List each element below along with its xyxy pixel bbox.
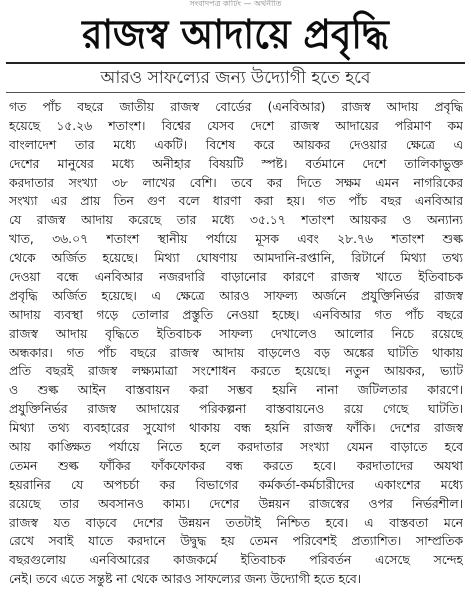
top-cropped-strip: সংবাদপত্র কাটিং — অর্থনীতি	[189, 0, 282, 8]
article-line: খাত, ৩৬.০৭ শতাংশ স্থানীয় পর্যায়ে মূসক এবং ২৮.৭৬ শতাংশ শুল্ক	[9, 232, 463, 247]
article-line: সংখ্যা এর প্রায় তিন গুণ বলে ধারণা করা হয়। গত পাঁচ বছর এনবিআর	[9, 194, 463, 209]
article-line: হয়েছে ১৫.২৬ শতাংশ। বিশ্বের যেসব দেশে রাজস্ব আদায়ের পরিমাণ কম	[9, 118, 463, 133]
subheadline-divider	[6, 92, 465, 93]
article-body	[9, 98, 463, 596]
article-line: বাংলাদেশ তার মধ্যে একটি। বিশেষ করে আয়কর দেওয়ার ক্ষেত্রে এ	[9, 137, 463, 152]
article-line: আদায় ব্যবস্থা গড়ে তোলার প্রস্তুতি নেওয়া হচ্ছে। এনবিআর গত পাঁচ বছরে	[9, 307, 463, 322]
article-line: রেখে সবাই যাতে করদানে উদ্বুদ্ধ হয় তেমন পরিবেশই প্রত্যাশিত। সাম্প্রতিক	[9, 534, 463, 549]
headline-divider	[6, 62, 465, 64]
article-line: রাজস্ব যত বাড়বে দেশের উন্নয়ন ততটাই নিশ্চিত হবে। এ বাস্তবতা মনে	[9, 515, 463, 530]
article-line: দেওয়া বন্ধে এনবিআর নজরদারি বাড়ানোর কারণে রাজস্ব খাতে ইতিবাচক	[9, 270, 463, 285]
article-line: গত পাঁচ বছরে জাতীয় রাজস্ব বোর্ডের (এনবিআর) রাজস্ব আদায় প্রবৃদ্ধি	[9, 100, 463, 114]
article-line: রয়েছে তার অবসানও কাম্য। দেশের উন্নয়ন রাজস্বের ওপর নির্ভরশীল।	[9, 496, 463, 511]
headline: রাজস্ব আদায়ে প্রবৃদ্ধি	[82, 12, 389, 58]
article-line: ও শুল্ক আইন বাস্তবায়ন করা সম্ভব হয়নি নানা জটিলতার কারণে।	[9, 383, 463, 398]
article-line: হয়রানির যে অপচর্চা কর বিভাগের কর্মকর্তা-কর্মচারীদের একাংশের মধ্যে	[9, 477, 463, 492]
article-line: আয় কাঙ্ক্ষিত পর্যায়ে নিতে হলে করদাতার সংখ্যা যেমন বাড়াতে হবে	[9, 440, 463, 455]
article-line: বছরগুলোয় এনবিআরের কাজকর্মে ইতিবাচক পরিবর্তন এসেছে সন্দেহ	[9, 553, 463, 568]
article-line: নেই। তবে এতে সন্তুষ্ট না থেকে আরও সাফল্যের জন্য উদ্যোগী হতে হবে।	[9, 572, 362, 587]
article-line: অন্ধকার। গত পাঁচ বছরে রাজস্ব আদায় বাড়লেও বড় অঙ্কের ঘাটতি থাকায়	[9, 345, 463, 360]
article-line: যে রাজস্ব আদায় করেছে তার মধ্যে ৩৫.১৭ শতাংশ আয়কর ও অন্যান্য	[9, 213, 463, 228]
article-line: প্রবৃদ্ধি অর্জিত হয়েছে। এ ক্ষেত্রে আরও সাফল্য অর্জনে প্রযুক্তিনির্ভর রাজস্ব	[9, 288, 463, 303]
article-line: করদাতার সংখ্যা ৩৮ লাখের বেশি। তবে কর দিতে সক্ষম এমন নাগরিকের	[9, 175, 463, 190]
subheadline: আরও সাফল্যের জন্য উদ্যোগী হতে হবে	[100, 68, 371, 88]
article-line: দেশের মানুষের মধ্যে অনীহার বিষয়টি স্পষ্ট। বর্তমানে দেশে তালিকাভুক্ত	[9, 156, 463, 171]
article-line: প্রযুক্তিনির্ভর রাজস্ব আদায়ের পরিকল্পনা বাস্তবায়নেও রয়ে গেছে ঘাটতি।	[9, 402, 463, 417]
article-line: মিথ্যা তথ্য ব্যবহারের সুযোগ থাকায় বন্ধ হয়নি রাজস্ব ফাঁকি। দেশের রাজস্ব	[9, 421, 463, 436]
article-line: প্রতি বছরই রাজস্ব লক্ষ্যমাত্রা সংশোধন করতে হয়েছে। নতুন আয়কর, ভ্যাট	[9, 364, 463, 379]
article-line: রাজস্ব আদায় বৃদ্ধিতে ইতিবাচক সাফল্য দেখালেও আলোর নিচে রয়েছে	[9, 326, 463, 341]
article-line: তেমন শুল্ক ফাঁকির ফাঁকফোকর বন্ধ করতে হবে। করদাতাদের অযথা	[9, 458, 463, 473]
article-line: থেকে অর্জিত হয়েছে। মিথ্যা ঘোষণায় আমদানি-রপ্তানি, রিটার্নে মিথ্যা তথ্য	[9, 251, 463, 266]
